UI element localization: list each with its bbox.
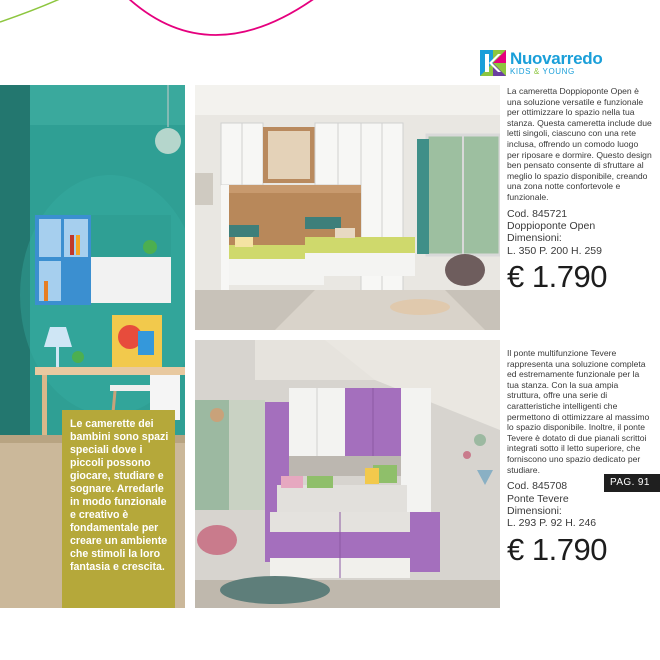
dimensions-value: L. 293 P. 92 H. 246 <box>507 517 597 530</box>
dimensions-label: Dimensioni: <box>507 232 562 245</box>
product-price: € 1.790 <box>507 259 607 295</box>
product-spec-block <box>507 208 652 258</box>
dimensions-label: Dimensioni: <box>507 504 562 517</box>
brand-logo <box>480 50 620 80</box>
product-price: € 1.790 <box>507 531 607 567</box>
brand-name: Nuovarredo <box>510 49 603 68</box>
tevere-bedroom-photo <box>195 340 500 608</box>
caption-text: Le camerette dei bambini sono spazi speciali dove i piccoli possono giocare, studiare e sognare. Arredarle in modo funzionale e creativo è fondamentale per creare un ambiente che stimoli la loro fantasia e crescita. <box>70 418 169 573</box>
tagline-kids: KIDS <box>510 67 532 76</box>
tagline-amp: & <box>531 67 543 76</box>
decorative-arcs <box>0 0 330 60</box>
product-doppioponte <box>507 86 652 294</box>
tagline-young: YOUNG <box>542 67 575 76</box>
product-description: La cameretta Doppioponte Open è una soluzione versatile e funzionale per ottimizzare lo spazio nella tua stanza. Questa cameretta include due letti singoli, ciascuno con una rete inclusa, offrendo un comodo luogo per riposare e dormire. Questo design ben pensato consente di sfruttare al meglio lo spazio disponibile, creando una zona notte confortevole e funzionale. <box>507 86 652 202</box>
page-number-tab: PAG. 91 <box>604 474 660 492</box>
product-code: Cod. 845721 <box>507 207 568 220</box>
product-name: Doppioponte Open <box>507 219 596 232</box>
doppioponte-bedroom-photo <box>195 85 500 330</box>
brand-tagline <box>510 67 575 76</box>
product-name: Ponte Tevere <box>507 492 569 505</box>
product-code: Cod. 845708 <box>507 480 568 493</box>
dimensions-value: L. 350 P. 200 H. 259 <box>507 244 602 257</box>
caption-box <box>62 410 175 608</box>
product-tevere <box>507 348 652 567</box>
product-description: Il ponte multifunzione Tevere rappresenta una soluzione completa ed estremamente funzionale per la tua stanza. Con la sua ampia struttura, offre una serie di caratteristiche intelligenti che permettono di ottimizzare al massimo lo spazio disponibile. Inoltre, il ponte Tevere è dotato di due pianali scrittoi integrati sotto il letto superiore, che forniscono uno spazio dedicato per studiare. <box>507 348 650 475</box>
nuovarredo-logo-icon <box>480 50 506 76</box>
